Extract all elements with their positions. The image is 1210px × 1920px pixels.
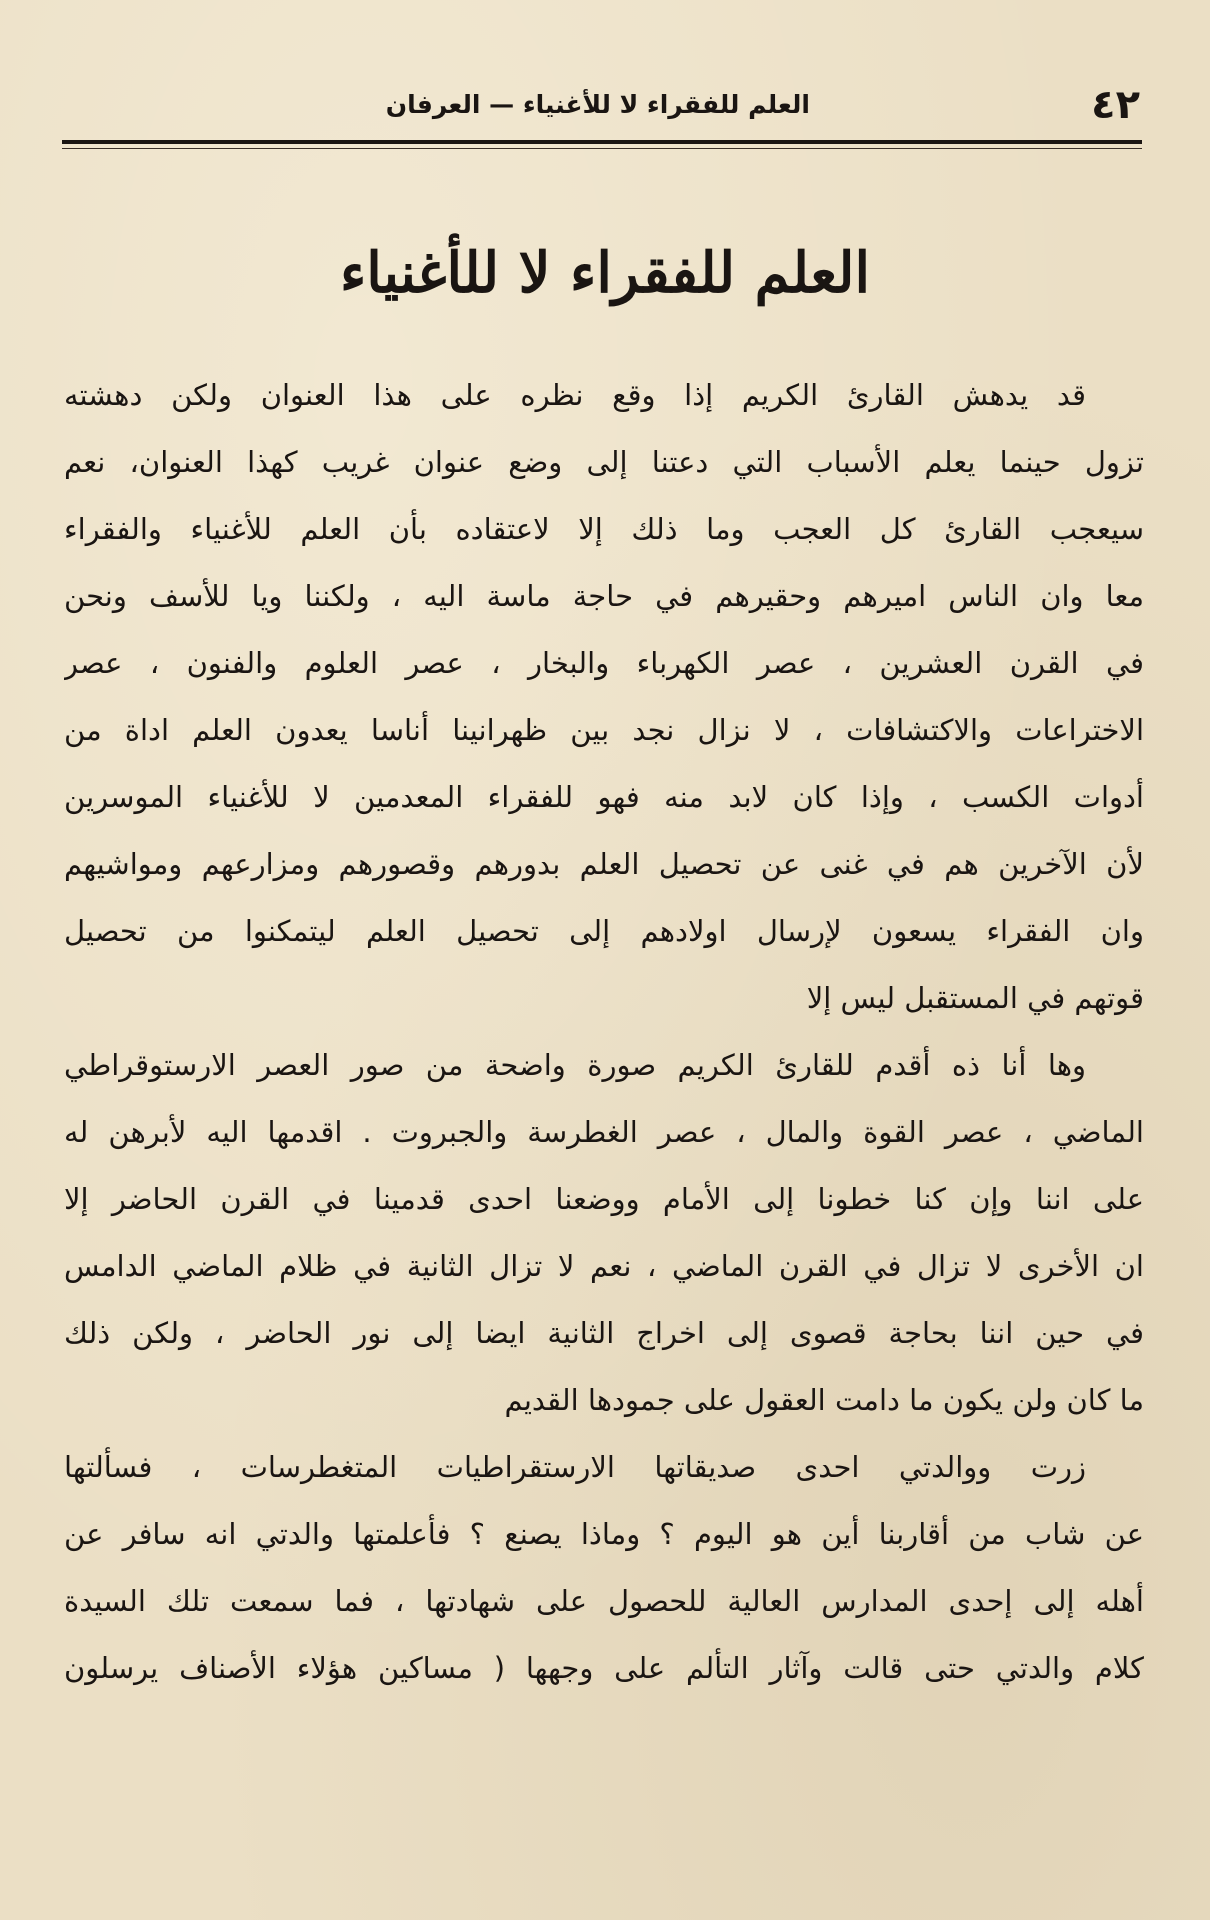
text-line: كلام والدتي حتى قالت وآثار التألم على وجهها ( مساكين هؤلاء الأصناف يرسلون xyxy=(64,1651,1144,1685)
text-line: وان الفقراء يسعون لإرسال اولادهم إلى تحصيل العلم ليتمكنوا من تحصيل xyxy=(64,914,1144,948)
text-line: معا وان الناس اميرهم وحقيرهم في حاجة ماسة اليه ، ولكننا ويا للأسف ونحن xyxy=(64,579,1144,613)
article-title: العلم للفقراء لا للأغنياء xyxy=(339,240,871,306)
text-line: لأن الآخرين هم في غنى عن تحصيل العلم بدورهم وقصورهم ومزارعهم ومواشيهم xyxy=(64,847,1144,881)
text-line: عن شاب من أقاربنا أين هو اليوم ؟ وماذا يصنع ؟ فأعلمتها والدتي انه سافر عن xyxy=(64,1517,1144,1551)
text-line: أهله إلى إحدى المدارس العالية للحصول على شهادتها ، فما سمعت تلك السيدة xyxy=(64,1584,1144,1618)
text-line: الماضي ، عصر القوة والمال ، عصر الغطرسة والجبروت . اقدمها اليه لأبرهن له xyxy=(64,1115,1144,1149)
text-line: تزول حينما يعلم الأسباب التي دعتنا إلى وضع عنوان غريب كهذا العنوان، نعم xyxy=(64,445,1144,479)
running-head: العلم للفقراء لا للأغنياء — العرفان xyxy=(385,90,810,119)
text-line: ما كان ولن يكون ما دامت العقول على جمودها القديم xyxy=(504,1383,1144,1417)
page-header xyxy=(66,78,1140,132)
text-line: في القرن العشرين ، عصر الكهرباء والبخار ، عصر العلوم والفنون ، عصر xyxy=(64,646,1144,680)
text-line: الاختراعات والاكتشافات ، لا نزال نجد بين ظهرانينا أناسا يعدون العلم اداة من xyxy=(64,713,1144,747)
header-rule xyxy=(62,140,1142,144)
article-body xyxy=(64,362,1144,1702)
page-number: ٤٢ xyxy=(1091,82,1140,128)
text-line: ان الأخرى لا تزال في القرن الماضي ، نعم لا تزال الثانية في ظلام الماضي الدامس xyxy=(64,1249,1144,1283)
text-line: قوتهم في المستقبل ليس إلا xyxy=(806,981,1144,1015)
header-rule-thin xyxy=(62,148,1142,149)
text-line: أدوات الكسب ، وإذا كان لابد منه فهو للفقراء المعدمين لا للأغنياء الموسرين xyxy=(64,780,1144,814)
paragraph-2 xyxy=(64,1032,1144,1434)
paragraph-3 xyxy=(64,1434,1144,1702)
text-line: على اننا وإن كنا خطونا إلى الأمام ووضعنا احدى قدمينا في القرن الحاضر إلا xyxy=(64,1182,1144,1216)
paragraph-1 xyxy=(64,362,1144,1032)
text-line: قد يدهش القارئ الكريم إذا وقع نظره على هذا العنوان ولكن دهشته xyxy=(64,378,1086,412)
text-line: زرت ووالدتي احدى صديقاتها الارستقراطيات المتغطرسات ، فسألتها xyxy=(64,1450,1086,1484)
text-line: في حين اننا بحاجة قصوى إلى اخراج الثانية ايضا إلى نور الحاضر ، ولكن ذلك xyxy=(64,1316,1144,1350)
text-line: وها أنا ذه أقدم للقارئ الكريم صورة واضحة من صور العصر الارستوقراطي xyxy=(64,1048,1086,1082)
text-line: سيعجب القارئ كل العجب وما ذلك إلا لاعتقاده بأن العلم للأغنياء والفقراء xyxy=(64,512,1144,546)
